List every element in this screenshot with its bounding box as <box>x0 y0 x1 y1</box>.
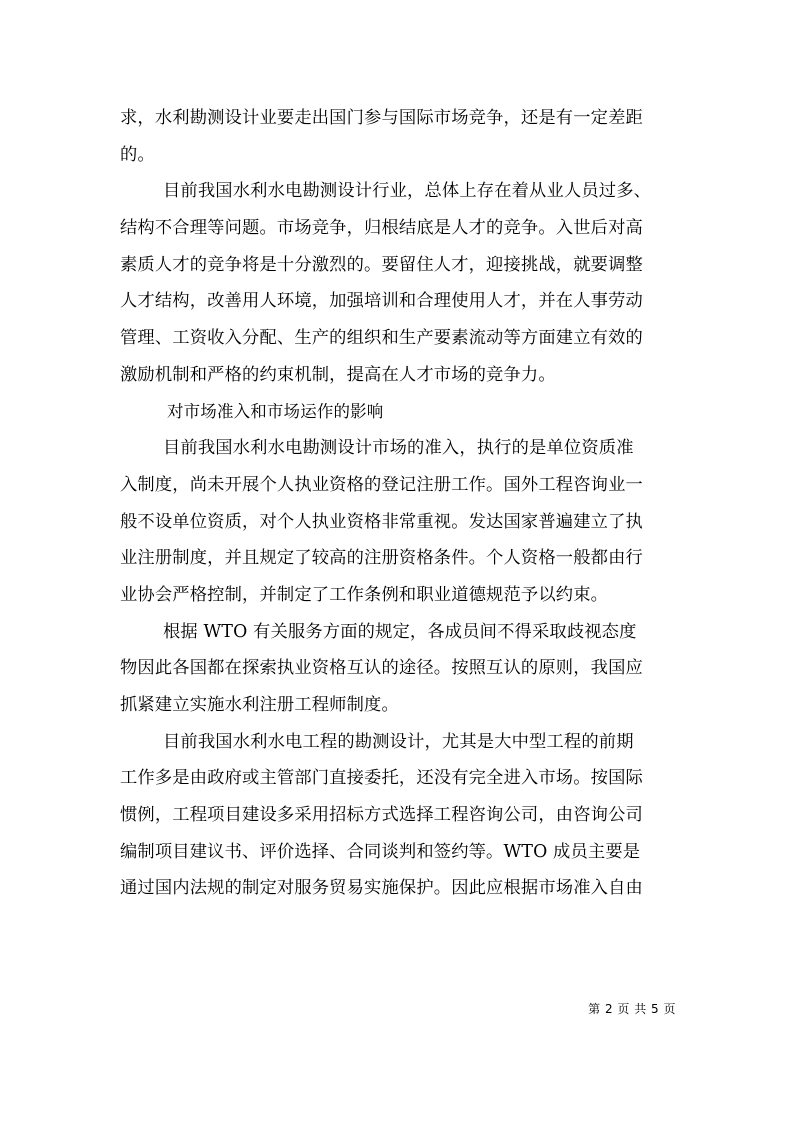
text-line: 工作多是由政府或主管部门直接委托，还没有完全进入市场。按国际 <box>120 768 643 789</box>
text-line: 目前我国水利水电勘测设计行业，总体上存在着从业人员过多、 <box>163 181 652 202</box>
text-line: 求，水利勘测设计业要走出国门参与国际市场竞争，还是有一定差距 <box>120 108 643 128</box>
text-line: 惯例，工程项目建设多采用招标方式选择工程咨询公司，由咨询公司 <box>120 805 643 826</box>
section-heading: 对市场准入和市场运作的影响 <box>167 401 384 421</box>
text-line: 般不设单位资质，对个人执业资格非常重视。发达国家普遍建立了执 <box>120 511 643 532</box>
text-line: 结构不合理等问题。市场竞争，归根结底是人才的竞争。入世后对高 <box>120 218 643 239</box>
text-line: 物因此各国都在探索执业资格互认的途径。按照互认的原则，我国应 <box>120 658 643 679</box>
text-line: 目前我国水利水电工程的勘测设计，尤其是大中型工程的前期 <box>163 731 634 752</box>
text-line: 的。 <box>120 144 155 165</box>
text-line: 业协会严格控制，并制定了工作条例和职业道德规范予以约束。 <box>120 584 609 605</box>
text-line: 目前我国水利水电勘测设计市场的准入，执行的是单位资质准 <box>163 438 634 459</box>
text-line: 抓紧建立实施水利注册工程师制度。 <box>120 695 399 715</box>
text-line: 素质人才的竞争将是十分激烈的。要留住人才，迎接挑战，就要调整 <box>120 254 643 275</box>
text-line: 业注册制度，并且规定了较高的注册资格条件。个人资格一般都由行 <box>120 548 643 569</box>
text-line: 通过国内法规的制定对服务贸易实施保护。因此应根据市场准入自由 <box>120 878 643 899</box>
text-line: 激励机制和严格的约束机制，提高在人才市场的竞争力。 <box>120 364 556 385</box>
text-line: 根据 WTO 有关服务方面的规定，各成员间不得采取歧视态度 <box>163 621 637 642</box>
page-footer: 第 2 页 共 5 页 <box>588 1002 676 1016</box>
text-line: 入制度，尚未开展个人执业资格的登记注册工作。国外工程咨询业一 <box>120 474 643 495</box>
text-line: 编制项目建议书、评价选择、合同谈判和签约等。WTO 成员主要是 <box>120 841 641 862</box>
text-line: 人才结构，改善用人环境，加强培训和合理使用人才，并在人事劳动 <box>120 291 643 312</box>
text-line: 管理、工资收入分配、生产的组织和生产要素流动等方面建立有效的 <box>120 328 643 349</box>
document-body <box>120 100 680 907</box>
